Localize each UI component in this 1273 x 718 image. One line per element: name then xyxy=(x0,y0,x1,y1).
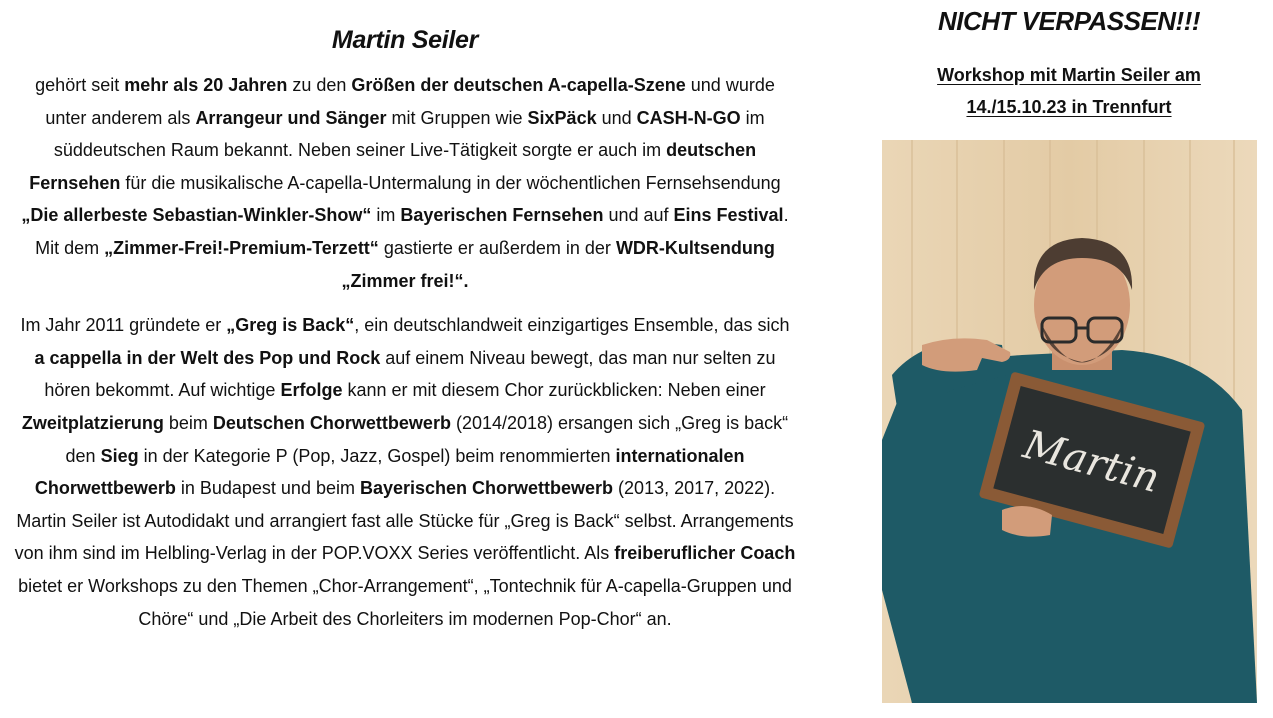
chalkboard-text: Martin xyxy=(1018,421,1165,503)
bold-run: „Die allerbeste Sebastian-Winkler-Show“ xyxy=(21,205,372,226)
text-run: beim xyxy=(163,412,213,433)
bio-paragraph-2 xyxy=(14,309,796,635)
bold-run: freiberuflicher Coach xyxy=(614,543,796,564)
bio-paragraph-1 xyxy=(14,69,796,297)
text-run: gastierte er außerdem in der xyxy=(378,237,616,258)
text-run: und auf xyxy=(603,205,674,226)
text-run: kann er mit diesem Chor zurückblicken: Neben einer xyxy=(342,380,766,401)
bold-run: SixPäck xyxy=(527,107,597,128)
promo-headline: NICHT VERPASSEN!!! xyxy=(937,6,1201,36)
bold-run: deutschen Fernsehen xyxy=(29,140,757,193)
text-run: in Budapest und beim xyxy=(175,478,360,499)
workshop-announcement xyxy=(880,59,1258,123)
bold-run: „Greg is Back“ xyxy=(226,315,355,336)
bold-run: WDR-Kultsendung „Zimmer frei!“. xyxy=(341,237,775,291)
portrait-photo xyxy=(882,140,1257,703)
text-run: mit Gruppen wie xyxy=(386,107,528,128)
bold-run: mehr als 20 Jahren xyxy=(124,75,288,95)
text-run: (2013, 2017, 2022). Martin Seiler ist Autodidakt und arrangiert fast alle Stücke für „Greg is Back“ selbst. Arrangements von ihm sind im Helbling-Verlag in der POP.VOXX Series veröffentlicht. Als xyxy=(14,478,794,564)
text-run: in der Kategorie P (Pop, Jazz, Gospel) beim renommierten xyxy=(138,445,616,466)
bold-run: internationalen Chorwettbewerb xyxy=(34,445,745,499)
bold-run: a cappella in der Welt des Pop und Rock xyxy=(34,347,381,368)
text-run: auf einem Niveau bewegt, das man nur selten zu hören bekommt. Auf wichtige xyxy=(44,347,776,401)
bold-run: Zweitplatzierung xyxy=(21,412,164,433)
bold-run: Erfolge xyxy=(280,380,343,401)
bold-run: Größen der deutschen A-capella-Szene xyxy=(351,75,686,95)
bold-run: Bayerischen Chorwettbewerb xyxy=(359,478,614,499)
text-run: (2014/2018) ersangen sich „Greg is back“ den xyxy=(65,412,789,466)
promo-column xyxy=(880,6,1258,123)
bold-run: Sieg xyxy=(100,445,139,466)
text-run: und wurde unter anderem als xyxy=(45,75,775,128)
workshop-line-1: Workshop mit Martin Seiler am xyxy=(937,65,1201,85)
text-run: für die musikalische A-capella-Untermalung in der wöchentlichen Fernsehsendung xyxy=(120,172,781,193)
text-run: . Mit dem xyxy=(35,205,789,258)
bio-title: Martin Seiler xyxy=(331,26,479,54)
text-run: bietet er Workshops zu den Themen „Chor-Arrangement“, „Tontechnik für A-capella-Gruppen und Chöre“ und „Die Arbeit des Chorleiters im modernen Pop-Chor“ an. xyxy=(18,575,792,629)
bold-run: Bayerischen Fernsehen xyxy=(400,205,604,226)
text-run: Im Jahr 2011 gründete er xyxy=(20,315,227,336)
bold-run: Eins Festival xyxy=(673,205,784,226)
bio-column xyxy=(14,26,796,647)
text-run: zu den xyxy=(287,75,352,95)
bold-run: CASH-N-GO xyxy=(636,107,741,128)
text-run: und xyxy=(596,107,637,128)
bold-run: Deutschen Chorwettbewerb xyxy=(212,412,451,433)
text-run: , ein deutschlandweit einzigartiges Ensemble, das sich xyxy=(354,315,790,336)
bold-run: Arrangeur und Sänger xyxy=(195,107,387,128)
bold-run: „Zimmer-Frei!-Premium-Terzett“ xyxy=(104,237,379,258)
text-run: im xyxy=(371,205,401,226)
text-run: gehört seit xyxy=(35,75,125,95)
workshop-line-2: 14./15.10.23 in Trennfurt xyxy=(966,97,1172,117)
text-run: im süddeutschen Raum bekannt. Neben seiner Live-Tätigkeit sorgte er auch im xyxy=(53,107,765,161)
